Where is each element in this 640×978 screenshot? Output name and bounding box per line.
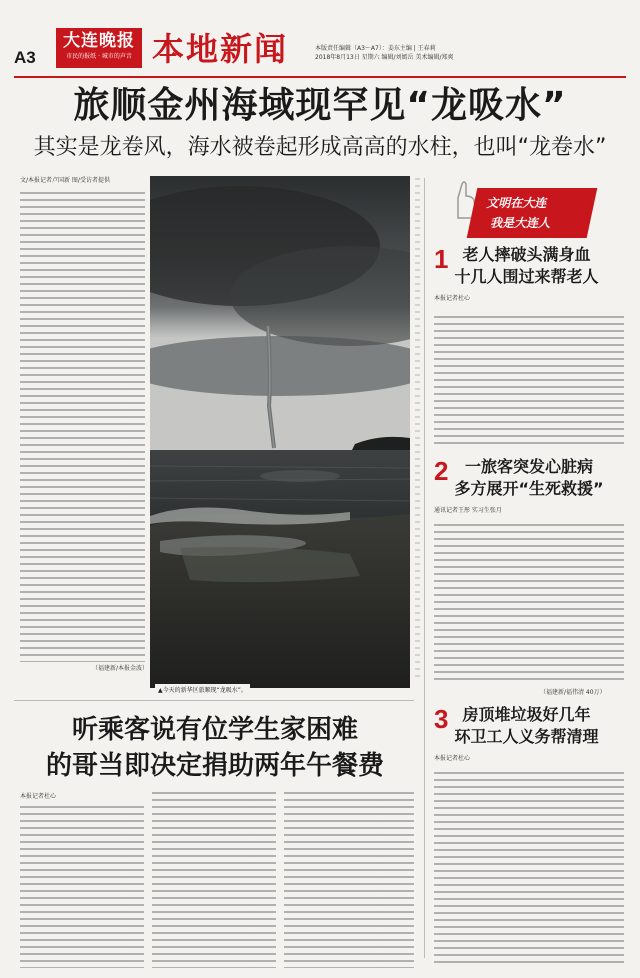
- lead-byline: 文/本报记者卢国新 图/受访者提供: [20, 177, 110, 184]
- sidebar-story-3-body: [434, 772, 624, 968]
- bottom-story-col-1: [20, 806, 144, 968]
- bottom-story-col-2: [152, 792, 276, 968]
- page-number: A3: [14, 48, 36, 67]
- bottom-story-rule: [14, 700, 414, 701]
- sidebar-story-2: [434, 456, 624, 515]
- story-title-line-2: 多方展开“生死救援”: [454, 479, 604, 498]
- lead-end-credit: （福建新/本报金波）: [92, 665, 149, 672]
- waterspout-photo-image: [150, 176, 410, 688]
- photo-caption: ▲今天的新华区旅顺现“龙吸水”。: [155, 684, 250, 695]
- section-title: 本地新闻: [152, 30, 289, 68]
- story-title-line-1: 一旅客突发心脏病: [464, 457, 593, 476]
- bottom-story-byline: 本报记者杜心: [20, 793, 57, 800]
- story-title-line-2: 环卫工人义务帮清理: [454, 727, 599, 746]
- banner-line-2: 我是大连人: [489, 216, 550, 230]
- photo-column-gap: [415, 178, 420, 678]
- sidebar-story-2-credit: （福建新/福伟清 40万）: [540, 689, 606, 696]
- edition-info: [315, 44, 515, 62]
- waterspout-photo: [150, 176, 410, 688]
- bottom-story-headline: [20, 712, 410, 784]
- bottom-headline-line-1: 听乘客说有位学生家困难: [71, 715, 358, 745]
- sidebar-story-2-body: [434, 524, 624, 684]
- newspaper-logo: [56, 28, 142, 68]
- edition-line-1: 本版责任编辑（A3～A7）：姜东主编 | 王春莉: [315, 45, 436, 52]
- lead-subheadline: 其实是龙卷风，海水被卷起形成高高的水柱，也叫“龙卷水”: [33, 135, 607, 160]
- lead-body-text: [20, 192, 145, 662]
- story-byline: 通讯记者王彤 实习生张月: [434, 507, 502, 514]
- story-title-line-2: 十几人围过来帮老人: [454, 267, 599, 286]
- masthead-rule: [14, 76, 626, 78]
- story-number: 1: [434, 244, 449, 274]
- bottom-headline-line-2: 的哥当即决定捐助两年午餐费: [45, 751, 384, 781]
- story-number: 3: [434, 704, 449, 734]
- sidebar-story-3: [434, 704, 624, 763]
- banner-line-1: 文明在大连: [486, 196, 547, 210]
- story-title-line-1: 老人摔破头满身血: [462, 245, 591, 264]
- story-byline: 本报记者杜心: [434, 755, 471, 762]
- edition-line-2: 2018年8月13日 星期六 编辑/刘嫣岳 美术编辑/郑爽: [315, 54, 454, 61]
- logo-subtext: 市民的报纸 · 城市的声音: [66, 53, 132, 60]
- lead-headline: 旅顺金州海域现罕见“龙吸水”: [73, 85, 567, 126]
- civility-banner: [467, 188, 598, 238]
- sidebar-story-1-body: [434, 316, 624, 444]
- sidebar-story-1: [434, 244, 624, 303]
- bottom-story-col-3: [284, 792, 414, 968]
- story-byline: 本报记者杜心: [434, 295, 471, 302]
- sidebar-divider: [424, 178, 425, 958]
- logo-text: 大连晚报: [63, 31, 135, 51]
- story-title-line-1: 房顶堆垃圾好几年: [462, 705, 591, 724]
- story-number: 2: [434, 456, 449, 486]
